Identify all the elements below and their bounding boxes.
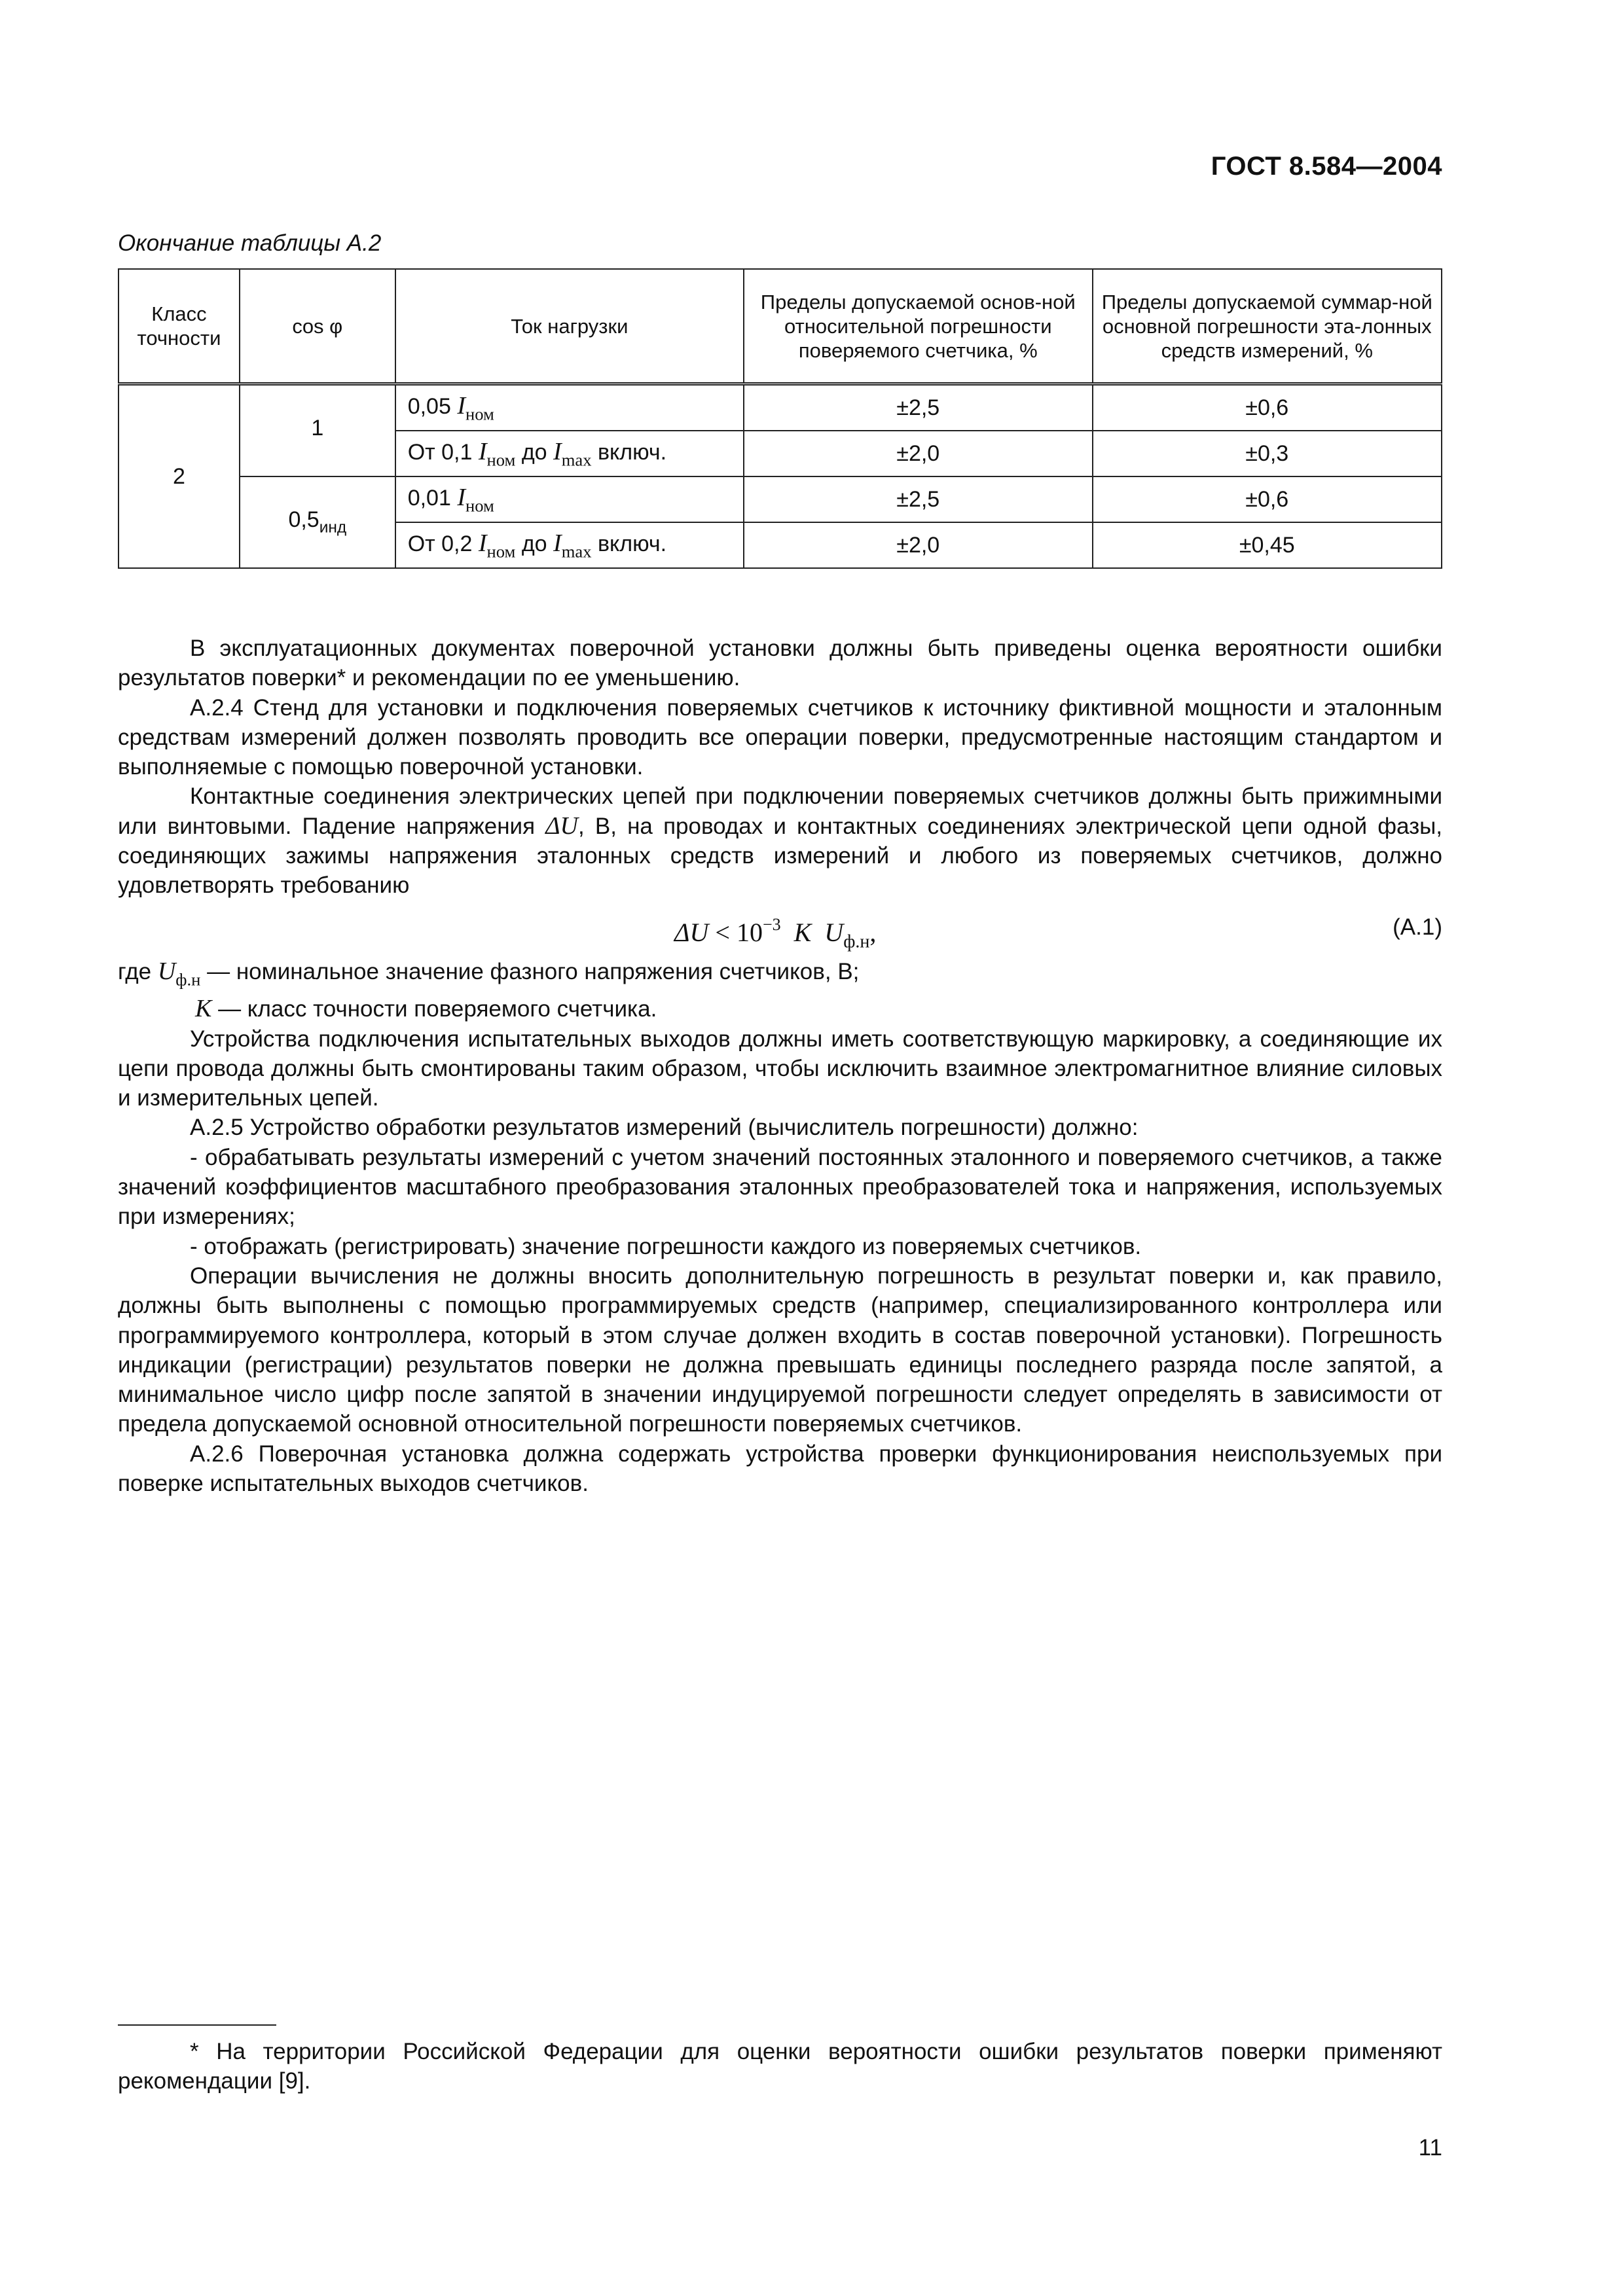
table-row (119, 476, 1442, 522)
current-prefix: 0,01 (407, 485, 451, 511)
current-subscript: ном (465, 404, 494, 424)
ref-error-cell: ±0,45 (1093, 522, 1442, 568)
ref-error-cell: ±0,6 (1093, 384, 1442, 431)
cos-subscript: инд (319, 518, 347, 537)
current-prefix: 0,05 (407, 393, 451, 419)
current-subscript: ном (465, 495, 494, 516)
paragraph: В эксплуатационных документах поверочной установки должны быть приведены оценка вероятности ошибки результатов поверки* и рекомендации по ее уменьшению. (118, 636, 1442, 691)
paragraph: А.2.5 Устройство обработки результатов измерений (вычислитель погрешности) должно: (190, 1115, 1139, 1141)
current-subscript: ном (486, 541, 516, 562)
header-class: Класс точности (119, 269, 240, 384)
current-var (478, 529, 516, 562)
table-caption: Окончание таблицы А.2 (118, 230, 382, 256)
body-text (118, 634, 1442, 1498)
formula-lhs: ΔU (674, 917, 709, 947)
current-prefix: От 0,2 (407, 531, 473, 556)
variable-delta-u: ΔU (545, 812, 578, 840)
where-label: где (118, 958, 152, 984)
current-cell (395, 476, 744, 522)
paragraph: Операции вычисления не должны вносить дополнительную погрешность в результат поверки и, как правило, должны быть выполнены с помощью программируемых средств (например, специализированного контроллера или программируемого контроллера, который в этом случае должен входить в состав поверочной установки). Погрешность индикации (регистрации) результатов поверки не должна превышать единицы последнего разряда после запятой, а минимальное число цифр после запятой в значении индуцируемой погрешности следует определять в зависимости от предела допускаемой основной относительной погрешности поверяемых счетчиков. (118, 1263, 1442, 1437)
formula-relation: < (715, 917, 730, 947)
cos-cell (240, 476, 395, 568)
paragraph-part: Контактные соединения электрических цепей при подключении поверяемых счетчиков должны быть прижимными или винтовыми. Падение напряжения (118, 783, 1442, 839)
cos-value: 0,5 (288, 507, 319, 533)
current-var-max (553, 437, 592, 470)
current-var (478, 437, 516, 470)
meter-error-cell: ±2,0 (744, 431, 1092, 476)
current-var (457, 391, 494, 424)
paragraph: А.2.6 Поверочная установка должна содержать устройства проверки функционирования неиспользуемых при поверке испытательных выходов счетчиков. (118, 1441, 1442, 1497)
meter-error-cell: ±2,5 (744, 476, 1092, 522)
cos-cell (240, 384, 395, 477)
current-suffix: включ. (597, 439, 667, 465)
formula-number: (А.1) (1393, 914, 1442, 940)
header-meter-error: Пределы допускаемой основ-ной относительной погрешности поверяемого счетчика, % (744, 269, 1092, 384)
footnote: * На территории Российской Федерации для оценки вероятности ошибки результатов поверки применяют рекомендации [9]. (118, 2039, 1442, 2094)
current-cell (395, 384, 744, 431)
current-subscript: max (561, 541, 592, 562)
formula-u-subscript: ф.н (843, 931, 870, 952)
definition-line (118, 994, 1442, 1024)
current-mid: до (521, 531, 547, 556)
class-cell: 2 (119, 384, 240, 569)
paragraph (118, 781, 1442, 900)
variable-symbol: U (157, 957, 176, 985)
list-item: - отображать (регистрировать) значение погрешности каждого из поверяемых счетчиков. (190, 1233, 1142, 1259)
current-subscript: ном (486, 450, 516, 470)
definition-text: — номинальное значение фазного напряжения счетчиков, В; (200, 958, 860, 984)
formula-base: 10 (736, 917, 763, 947)
document-code: ГОСТ 8.584—2004 (1211, 152, 1442, 181)
footnote-separator (118, 2024, 276, 2026)
meter-error-cell: ±2,5 (744, 384, 1092, 431)
where-variable (157, 957, 201, 989)
current-symbol: I (478, 437, 487, 465)
paragraph-part: , В, на проводах и контактных соединениях электрической цепи одной фазы, соединяющих зажимы напряжения эталонных средств измерений и любого из поверяемых счетчиков, должно удовлетворять требованию (118, 813, 1443, 899)
formula-u: U (824, 917, 844, 947)
list-item: - обрабатывать результаты измерений с учетом значений постоянных эталонного и поверяемого счетчиков, а также значений коэффициентов масштабного преобразования эталонных преобразователей тока и напряжения, используемых при измерениях; (118, 1144, 1442, 1230)
current-symbol: I (457, 391, 465, 420)
current-var-max (553, 529, 592, 562)
meter-error-cell: ±2,0 (744, 522, 1092, 568)
variable-subscript: ф.н (175, 969, 201, 989)
current-symbol: I (478, 529, 487, 557)
ref-error-cell: ±0,3 (1093, 431, 1442, 476)
current-symbol: I (457, 483, 465, 511)
table-row (119, 384, 1442, 431)
formula-row (118, 901, 1442, 957)
formula-k: K (793, 917, 812, 947)
definition-line (118, 957, 1442, 995)
current-prefix: От 0,1 (407, 439, 473, 465)
paragraph: Устройства подключения испытательных выходов должны иметь соответствующую маркировку, а соединяющие их цепи провода должны быть смонтированы таким образом, чтобы исключить взаимное электромагнитное влияние силовых и измерительных цепей. (118, 1026, 1442, 1111)
header-current: Ток нагрузки (395, 269, 744, 384)
current-subscript: max (561, 450, 592, 470)
current-symbol: I (553, 437, 562, 465)
formula (674, 910, 876, 957)
current-var (457, 483, 494, 516)
header-ref-error: Пределы допускаемой суммар-ной основной погрешности эта-лонных средств измерений, % (1093, 269, 1442, 384)
paragraph: А.2.4 Стенд для установки и подключения поверяемых счетчиков к источнику фиктивной мощности и эталонным средствам измерений должен позволять проводить все операции поверки, предусмотренные настоящим стандартом и выполняемые с помощью поверочной установки. (118, 694, 1442, 780)
current-symbol: I (553, 529, 562, 557)
current-suffix: включ. (597, 531, 667, 556)
ref-error-cell: ±0,6 (1093, 476, 1442, 522)
current-mid: до (521, 439, 547, 465)
current-cell (395, 431, 744, 476)
current-cell (395, 522, 744, 568)
formula-tail: , (869, 917, 877, 947)
table-header-row (119, 269, 1442, 384)
page-number: 11 (1418, 2135, 1442, 2161)
k-variable: K (195, 995, 212, 1023)
formula-exponent: −3 (762, 914, 781, 934)
header-cos: cos φ (240, 269, 395, 384)
cos-value: 1 (311, 416, 324, 441)
definition-text: — класс точности поверяемого счетчика. (211, 996, 657, 1022)
accuracy-table (118, 268, 1442, 569)
